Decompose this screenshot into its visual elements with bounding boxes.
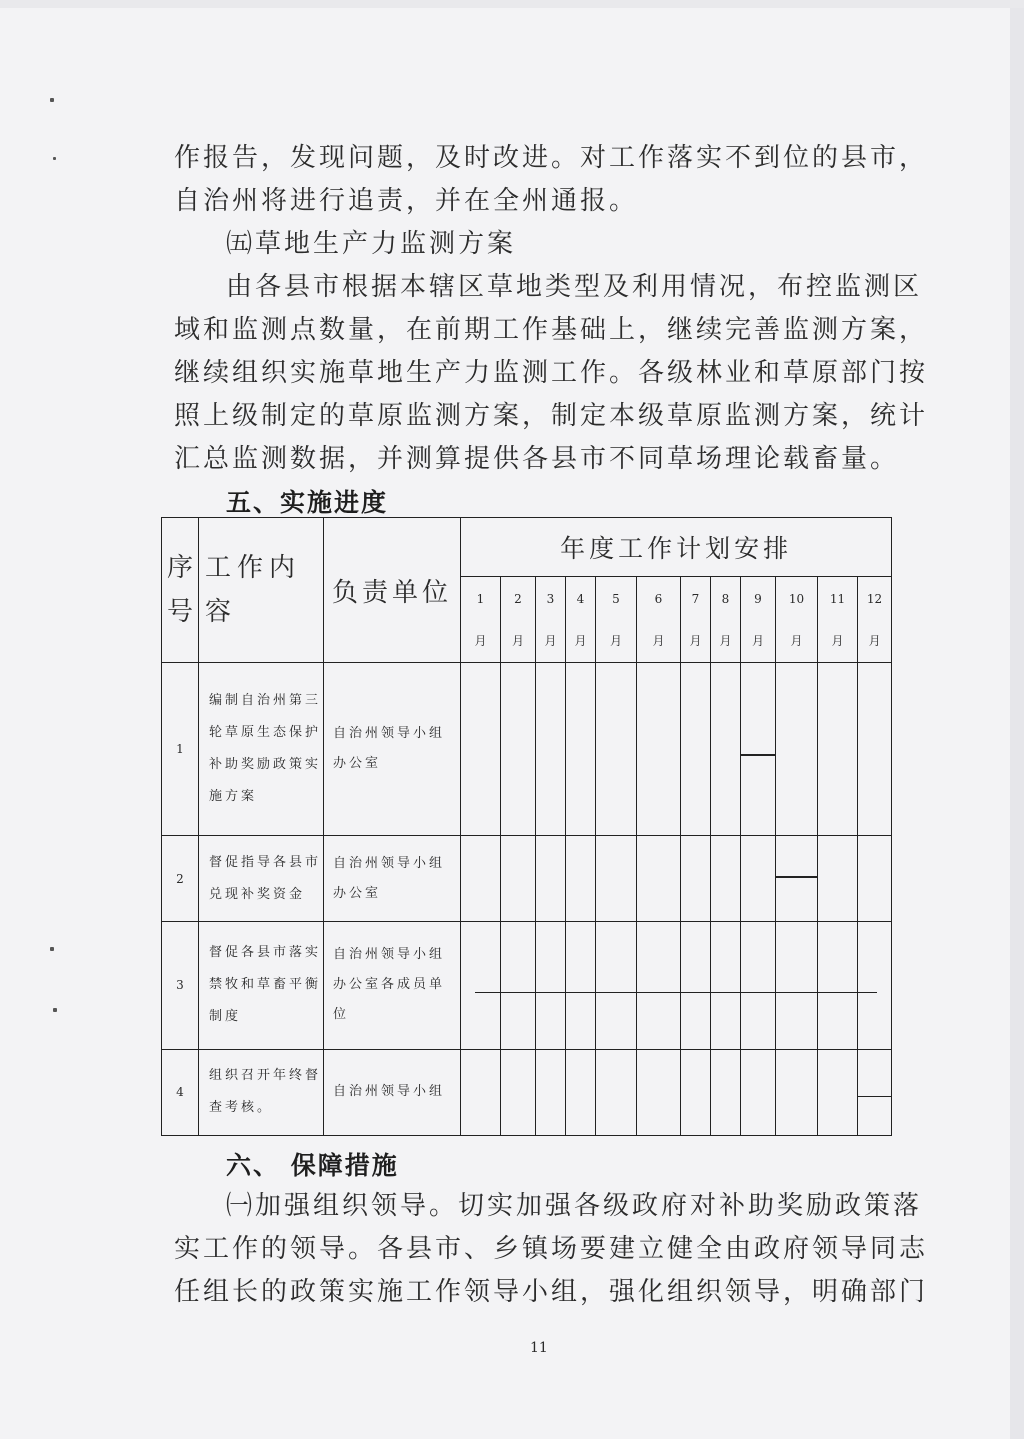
responsible-unit-line: 自治州领导小组 <box>333 947 446 963</box>
table-row <box>162 1049 892 1135</box>
header-seq <box>162 518 199 663</box>
paragraph-line: 自治州将进行追责，并在全州通报。 <box>174 186 639 216</box>
responsible-unit-line: 自治州领导小组 <box>333 855 446 871</box>
table-row <box>162 663 892 836</box>
month-suffix: 月 <box>790 633 803 648</box>
paragraph-line: 任组长的政策实施工作领导小组，强化组织领导，明确部门 <box>174 1277 929 1307</box>
month-cell <box>637 922 681 1049</box>
paragraph-line: 域和监测点数量，在前期工作基础上，继续完善监测方案， <box>174 315 929 345</box>
month-number: 10 <box>788 591 805 606</box>
responsible-unit-line: 自治州领导小组 <box>333 726 446 742</box>
month-header <box>501 577 536 663</box>
month-cell <box>566 836 596 922</box>
month-cell <box>501 922 536 1049</box>
month-header <box>858 577 892 663</box>
responsible-unit-line: 办公室各成员单 <box>333 977 446 993</box>
header-work-line: 容 <box>205 597 238 628</box>
month-header <box>566 577 596 663</box>
row-work-content <box>199 1049 324 1135</box>
month-suffix: 月 <box>574 633 587 648</box>
schedule-bar <box>536 992 565 994</box>
responsible-unit-line: 办公室 <box>333 885 382 901</box>
header-work-content <box>199 518 324 663</box>
paragraph-line: 由各县市根据本辖区草地类型及利用情况，布控监测区 <box>226 272 923 302</box>
month-cell <box>596 663 637 836</box>
month-cell <box>596 1049 637 1135</box>
header-seq-line: 号 <box>166 597 193 628</box>
month-number: 2 <box>514 591 522 606</box>
month-cell <box>461 1049 501 1135</box>
month-cell <box>681 1049 711 1135</box>
header-responsible-unit: 负责单位 <box>324 518 461 663</box>
month-suffix: 月 <box>652 633 665 648</box>
paragraph-line: 照上级制定的草原监测方案，制定本级草原监测方案，统计 <box>174 401 929 431</box>
month-cell <box>461 836 501 922</box>
schedule-bar <box>858 992 877 994</box>
month-header <box>776 577 818 663</box>
month-suffix: 月 <box>511 633 524 648</box>
binding-hole-mark <box>53 1008 57 1012</box>
month-cell <box>711 663 741 836</box>
month-cell <box>501 663 536 836</box>
work-content-line: 制度 <box>209 1009 242 1025</box>
row-work-content <box>199 922 324 1049</box>
month-suffix: 月 <box>474 633 487 648</box>
month-number: 12 <box>866 591 883 606</box>
month-cell <box>596 836 637 922</box>
binding-hole-mark <box>50 98 54 102</box>
binding-hole-mark <box>50 947 54 951</box>
month-cell <box>711 922 741 1049</box>
month-suffix: 月 <box>719 633 732 648</box>
month-cell <box>681 663 711 836</box>
month-cell <box>711 836 741 922</box>
scan-edge-top <box>0 0 1024 8</box>
responsible-unit-line: 办公室 <box>333 756 382 772</box>
schedule-bar <box>741 754 775 756</box>
section-heading-safeguards: 六、 保障措施 <box>226 1151 399 1180</box>
month-cell <box>461 922 501 1049</box>
month-number: 4 <box>576 591 585 606</box>
month-cell <box>637 836 681 922</box>
month-cell <box>501 1049 536 1135</box>
work-content-line: 补助奖励政策实 <box>209 757 322 773</box>
month-suffix: 月 <box>868 633 881 648</box>
month-cell <box>741 922 776 1049</box>
month-cell <box>501 836 536 922</box>
month-header <box>681 577 711 663</box>
schedule-bar <box>596 992 636 994</box>
paragraph-line: 实工作的领导。各县市、乡镇场要建立健全由政府领导同志 <box>174 1234 929 1264</box>
month-number: 6 <box>654 591 663 606</box>
month-cell <box>741 663 776 836</box>
month-cell <box>741 836 776 922</box>
schedule-bar <box>818 992 857 994</box>
month-suffix: 月 <box>609 633 622 648</box>
month-cell <box>536 1049 566 1135</box>
row-index: 2 <box>162 836 199 922</box>
month-cell <box>566 922 596 1049</box>
schedule-bar <box>475 992 500 994</box>
table-row <box>162 922 892 1049</box>
month-number: 5 <box>612 591 620 606</box>
work-content-line: 兑现补奖资金 <box>209 886 306 902</box>
paragraph-line: ㈠加强组织领导。切实加强各级政府对补助奖励政策落 <box>226 1191 923 1221</box>
month-cell <box>776 836 818 922</box>
month-header <box>637 577 681 663</box>
subheading-grassland-monitoring: ㈤草地生产力监测方案 <box>226 229 517 259</box>
month-cell <box>536 663 566 836</box>
work-content-line: 禁牧和草畜平衡 <box>209 977 322 993</box>
work-content-line: 督促指导各县市 <box>209 854 322 870</box>
row-work-content <box>199 836 324 922</box>
month-cell <box>858 1049 892 1135</box>
schedule-bar <box>501 992 535 994</box>
month-cell <box>818 1049 858 1135</box>
schedule-table <box>161 517 892 1136</box>
schedule-bar <box>776 992 817 994</box>
month-header <box>461 577 501 663</box>
month-cell <box>681 836 711 922</box>
month-suffix: 月 <box>831 633 844 648</box>
month-cell <box>637 1049 681 1135</box>
page-number: 11 <box>530 1340 548 1356</box>
month-number: 3 <box>546 591 555 606</box>
responsible-unit-line: 位 <box>333 1007 350 1023</box>
month-header <box>741 577 776 663</box>
month-cell <box>818 663 858 836</box>
month-header <box>536 577 566 663</box>
month-cell <box>776 922 818 1049</box>
schedule-bar <box>637 992 680 994</box>
month-cell <box>776 1049 818 1135</box>
work-content-line: 组织召开年终督 <box>209 1068 322 1084</box>
month-cell <box>566 1049 596 1135</box>
paragraph-line: 继续组织实施草地生产力监测工作。各级林业和草原部门按 <box>174 358 929 388</box>
month-header <box>711 577 741 663</box>
month-cell <box>858 663 892 836</box>
work-content-line: 查考核。 <box>209 1100 274 1116</box>
responsible-unit-line: 自治州领导小组 <box>333 1084 446 1100</box>
row-index: 3 <box>162 922 199 1049</box>
work-content-line: 督促各县市落实 <box>209 945 322 961</box>
paragraph-line: 作报告，发现问题，及时改进。对工作落实不到位的县市， <box>174 143 929 173</box>
month-number: 8 <box>721 591 730 606</box>
month-cell <box>858 922 892 1049</box>
month-suffix: 月 <box>544 633 557 648</box>
schedule-bar <box>681 992 710 994</box>
month-header <box>596 577 637 663</box>
section-heading-progress: 五、实施进度 <box>226 488 389 517</box>
month-cell <box>711 1049 741 1135</box>
work-content-line: 轮草原生态保护 <box>209 725 322 741</box>
month-cell <box>858 836 892 922</box>
row-responsible-unit <box>324 1049 461 1135</box>
month-cell <box>741 1049 776 1135</box>
schedule-bar <box>776 876 817 878</box>
month-cell <box>818 922 858 1049</box>
schedule-bar <box>711 992 740 994</box>
row-responsible-unit <box>324 836 461 922</box>
schedule-bar <box>741 992 775 994</box>
header-seq-line: 序 <box>166 553 193 584</box>
paragraph-line: 汇总监测数据，并测算提供各县市不同草场理论载畜量。 <box>174 444 900 474</box>
month-suffix: 月 <box>751 633 764 648</box>
month-cell <box>566 663 596 836</box>
month-number: 1 <box>476 591 485 606</box>
month-cell <box>818 836 858 922</box>
row-responsible-unit <box>324 922 461 1049</box>
month-cell <box>536 836 566 922</box>
schedule-bar <box>566 992 595 994</box>
table-row <box>162 836 892 922</box>
month-cell <box>461 663 501 836</box>
scan-edge <box>1010 0 1024 1439</box>
row-work-content <box>199 663 324 836</box>
work-content-line: 施方案 <box>209 789 258 805</box>
month-suffix: 月 <box>689 633 702 648</box>
schedule-bar <box>858 1096 891 1098</box>
month-number: 9 <box>754 591 762 606</box>
month-number: 7 <box>691 591 700 606</box>
work-content-line: 编制自治州第三 <box>209 693 322 709</box>
row-index: 4 <box>162 1049 199 1135</box>
month-cell <box>596 922 637 1049</box>
header-annual-plan: 年度工作计划安排 <box>461 518 892 577</box>
row-responsible-unit <box>324 663 461 836</box>
header-work-line: 工作内 <box>205 553 302 584</box>
binding-hole-mark <box>53 157 56 160</box>
month-cell <box>776 663 818 836</box>
month-cell <box>536 922 566 1049</box>
month-cell <box>681 922 711 1049</box>
month-number: 11 <box>829 591 846 606</box>
month-header <box>818 577 858 663</box>
month-cell <box>637 663 681 836</box>
row-index: 1 <box>162 663 199 836</box>
